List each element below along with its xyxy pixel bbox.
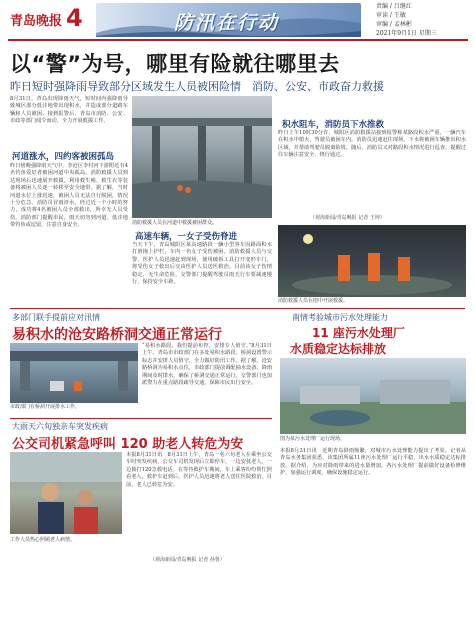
section-title-waterlogging: 积水阻车，消防员下水推救 <box>282 120 385 130</box>
section-divider <box>10 308 465 309</box>
photo-underpass <box>10 343 138 403</box>
story-title-sewage-2: 水质稳定达标排放 <box>290 342 387 356</box>
story-kicker: 多部门联手提前应对汛情 <box>12 313 100 322</box>
story-body-bus: 本报8月31日讯 8月31日上午，青岛一名六旬老人在乘坐公交车时突发疾病，公交车司机发现后立即停车，一边安抚老人，一边拨打120急救电话。在等待救护车期间，车上乘客纷纷帮忙照看老人。救护车赶到后，医护人员迅速将老人送往医院救治。目前，老人已转危为安。 <box>126 452 272 488</box>
photo-caption: 市政部门在桥洞开展排水工作。 <box>10 404 81 410</box>
story-body-underpass: “易积水路段，我们提前布控，安排专人值守。”8月31日上午，青岛市市政部门在多处易积水路段、桥洞设置警示标志并安排人员值守，全力做好防汛工作。据了解，沧安路桥洞为易积水点位，市政部门提前调配抽水设备，降雨期间及时排水，确保了桥洞交通正常运行。交警部门也加派警力在重点路段疏导交通，保障市民出行安全。 <box>142 343 272 387</box>
plant-illustration <box>280 358 466 434</box>
intro-paragraph: 8月31日，青岛出现降雨天气，短时间内强降雨导致城区部分低洼地带出现积水，并造成部分道路车辆和人员被困。接到报警后，青岛市消防、公安、市政等部门闻令而动，全力开展救援工作。 <box>10 96 128 125</box>
section-title-river: 河道涨水，四约客被困孤岛 <box>12 152 115 162</box>
header-divider <box>8 39 468 41</box>
page-number: 4 <box>66 4 83 32</box>
photo-bridge-rescue <box>132 96 272 218</box>
banner-title: 防汛在行动 <box>174 12 280 34</box>
photo-caption: 消防救援人员在雨中开展救援。 <box>278 298 349 304</box>
photo-night-rescue <box>278 225 466 297</box>
editor-credits <box>376 2 472 38</box>
photo-caption: 工作人员热心照顾老人病情。 <box>10 537 76 543</box>
photo-bus-helper <box>10 452 122 534</box>
editor-line: 审编 / 孟林彬 <box>376 21 412 28</box>
section-banner <box>96 3 361 37</box>
photo-caption: 图为某污水处理厂运行现场。 <box>280 436 346 442</box>
editor-line: 责编 / 吕继红 <box>376 3 412 10</box>
story-kicker: 大雨天六旬独亲车突发疾病 <box>12 422 108 431</box>
section-body-waterlogging: 昨日上午10时30分许，城阳区消防救援站接到报警称某路段积水严重，一辆汽车在积水中熄火，驾驶员被困车内。消防员迅速赶往现场，下水将被困车辆推出积水区域，并帮助驾驶员脱离险境。随后，消防员又对路段积水情况进行巡查，提醒过往车辆注意安全、绕行通过。 <box>278 130 466 159</box>
story-title-bus: 公交司机紧急呼叫 120 助老人转危为安 <box>12 437 244 452</box>
section-title-highway: 高速车辆，一女子受伤脊进 <box>135 232 238 242</box>
story-title-sewage-1: 11 座污水处理厂 <box>312 326 405 340</box>
rescue-scene-illustration <box>278 225 466 297</box>
photo-caption: 消防救援人员在河道中救援被困群众。 <box>132 220 218 226</box>
editor-line: 审读 / 王敏 <box>376 12 406 19</box>
photo-sewage-plant <box>280 358 466 434</box>
bridge-illustration <box>132 96 272 218</box>
section-divider <box>10 418 272 419</box>
sub-headline: 昨日短时强降雨导致部分区域发生人员被困险情 消防、公安、市政奋力救援 <box>10 80 384 93</box>
underpass-illustration <box>10 343 138 403</box>
section-body-river: 昨日傍晚强降雨天气中，李沧区李村河下游附近有4名钓鱼爱好者被困河道中央孤岛。消防救援人员到达现场后迅速展开救援，利用救生绳、救生衣等装备将被困人员逐一转移至安全地带。据了解，当时河道水位上涨迅速，被困人员无法自行脱困，情况十分危急。消防员冒雨涉水，经过近一个小时的努力，成功将4名被困人员全部救出，所幸无人员受伤。消防部门提醒市民，雨天切勿到河道、低洼地带钓鱼或逗留，注意自身安全。 <box>10 163 128 229</box>
reporter-line: （观海新闻/青岛晚报 记者 孙鲁） <box>150 557 225 563</box>
story-kicker: 南情考验城市污水处理能力 <box>292 313 388 322</box>
reporter-line: （观海新闻/青岛晚报 记者 王坤） <box>310 215 385 221</box>
section-body-highway: 当天下午，青岛城阳区某高速路段一辆小型客车因路面积水打滑撞上护栏，车内一名女子受伤被困。消防救援人员与交警、医护人员迅速赶到现场，使用破拆工具打开变形车门，将受伤女子救出后交由医护人员送医救治。目前该女子伤情稳定，无生命危险。交警部门提醒驾驶员雨天行车要减速慢行，保持安全车距。 <box>132 242 272 286</box>
story-body-sewage: 本报8月31日讯 近期青岛降雨频繁，对城市污水处理能力提出了考验。记者从青岛水务集团获悉，该集团所属11座污水处理厂运行平稳，出水水质稳定达标排放。据介绍，为应对降雨带来的进水量增加，各污水处理厂提前做好设备检修维护，加强运行调度，确保设施稳定运行。 <box>280 448 466 477</box>
editor-line: 2021年9月1日 星期三 <box>376 30 437 37</box>
main-headline: 以“警”为号，哪里有险就往哪里去 <box>10 52 340 76</box>
bus-scene-illustration <box>10 452 122 534</box>
story-title-underpass: 易积水的沧安路桥洞交通正常运行 <box>12 327 222 343</box>
newspaper-brand: 青岛晚报 <box>10 14 63 29</box>
